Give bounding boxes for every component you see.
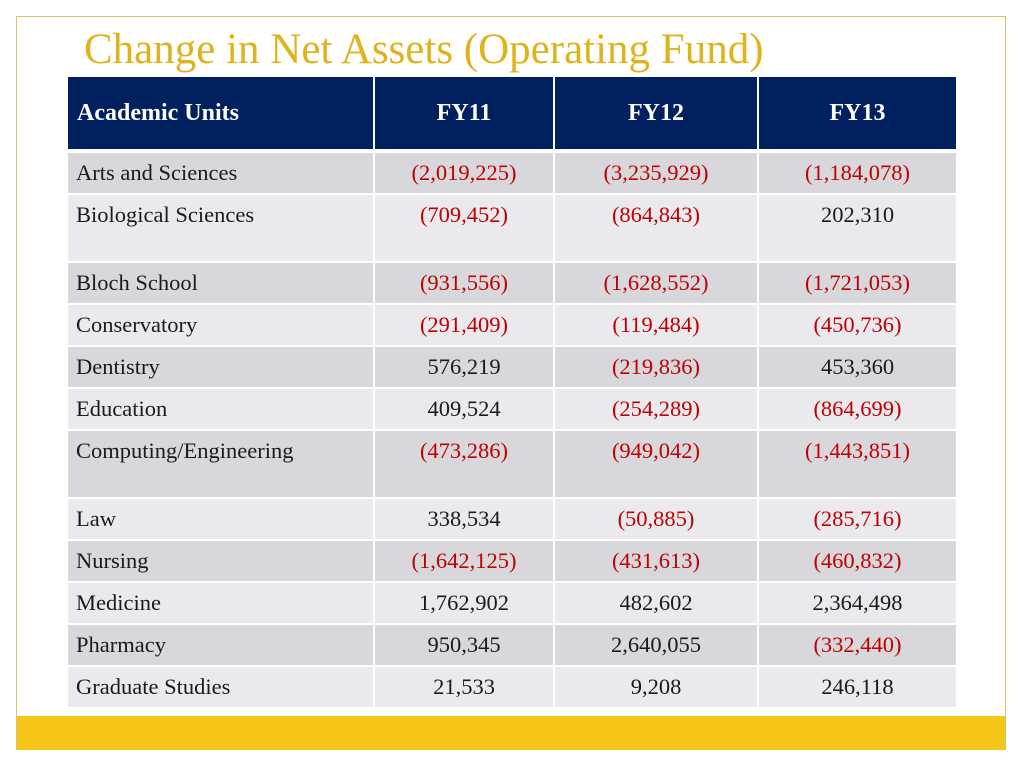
unit-name: Arts and Sciences	[68, 153, 374, 194]
fy12-value: (254,289)	[554, 388, 758, 430]
table-row	[68, 262, 956, 304]
header-fy12: FY12	[554, 77, 758, 149]
unit-name: Nursing	[68, 540, 374, 582]
slide-title: Change in Net Assets (Operating Fund)	[84, 26, 764, 73]
table-row	[68, 540, 956, 582]
fy11-value: (473,286)	[374, 430, 554, 498]
fy12-value: (119,484)	[554, 304, 758, 346]
fy11-value: 338,534	[374, 498, 554, 540]
fy11-value: 409,524	[374, 388, 554, 430]
unit-name: Conservatory	[68, 304, 374, 346]
table-row	[68, 194, 956, 262]
fy12-value: (1,628,552)	[554, 262, 758, 304]
unit-name: Medicine	[68, 582, 374, 624]
unit-name: Computing/Engineering	[68, 430, 374, 498]
fy13-value: (1,184,078)	[758, 153, 956, 194]
net-assets-table	[68, 77, 956, 709]
fy12-value: (219,836)	[554, 346, 758, 388]
header-academic-units: Academic Units	[68, 77, 374, 149]
fy12-value: (864,843)	[554, 194, 758, 262]
fy11-value: (291,409)	[374, 304, 554, 346]
unit-name: Graduate Studies	[68, 666, 374, 708]
table-row	[68, 666, 956, 708]
fy13-value: (450,736)	[758, 304, 956, 346]
fy13-value: (332,440)	[758, 624, 956, 666]
fy11-value: 1,762,902	[374, 582, 554, 624]
table-row	[68, 153, 956, 194]
fy11-value: (709,452)	[374, 194, 554, 262]
fy13-value: 202,310	[758, 194, 956, 262]
fy12-value: (431,613)	[554, 540, 758, 582]
fy12-value: 9,208	[554, 666, 758, 708]
table-row	[68, 582, 956, 624]
fy13-value: (1,443,851)	[758, 430, 956, 498]
header-fy11: FY11	[374, 77, 554, 149]
fy11-value: 950,345	[374, 624, 554, 666]
table-row	[68, 624, 956, 666]
fy13-value: (864,699)	[758, 388, 956, 430]
fy12-value: (949,042)	[554, 430, 758, 498]
fy11-value: (931,556)	[374, 262, 554, 304]
header-row	[68, 77, 956, 149]
fy11-value: (1,642,125)	[374, 540, 554, 582]
fy13-value: 2,364,498	[758, 582, 956, 624]
table-row	[68, 346, 956, 388]
footer-accent-bar	[17, 716, 1005, 750]
fy11-value: 21,533	[374, 666, 554, 708]
fy13-value: (1,721,053)	[758, 262, 956, 304]
unit-name: Biological Sciences	[68, 194, 374, 262]
unit-name: Law	[68, 498, 374, 540]
fy11-value: 576,219	[374, 346, 554, 388]
table-row	[68, 388, 956, 430]
table-row	[68, 304, 956, 346]
fy13-value: (460,832)	[758, 540, 956, 582]
fy12-value: (3,235,929)	[554, 153, 758, 194]
fy12-value: 482,602	[554, 582, 758, 624]
header-fy13: FY13	[758, 77, 956, 149]
fy13-value: 246,118	[758, 666, 956, 708]
fy12-value: (50,885)	[554, 498, 758, 540]
unit-name: Bloch School	[68, 262, 374, 304]
fy11-value: (2,019,225)	[374, 153, 554, 194]
table-row	[68, 430, 956, 498]
table-row	[68, 498, 956, 540]
fy13-value: (285,716)	[758, 498, 956, 540]
unit-name: Dentistry	[68, 346, 374, 388]
unit-name: Pharmacy	[68, 624, 374, 666]
fy12-value: 2,640,055	[554, 624, 758, 666]
unit-name: Education	[68, 388, 374, 430]
fy13-value: 453,360	[758, 346, 956, 388]
